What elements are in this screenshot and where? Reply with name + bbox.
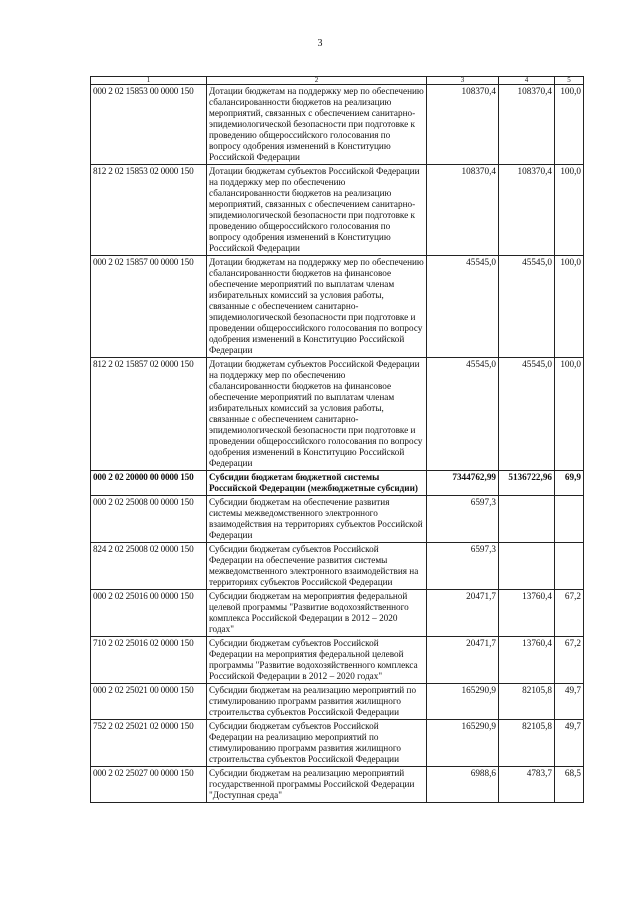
column-number: 3: [427, 77, 499, 85]
column-number: 5: [555, 77, 584, 85]
table-row: [91, 85, 584, 165]
description-cell: Дотации бюджетам субъектов Российской Федерации на поддержку мер по обеспечению сбалансированности бюджетов на финансовое обеспечение мероприятий по выплатам членам избирательных комиссий за условия работы, связанные с обеспечением санитарно-эпидемиологической безопасности при подготовке и проведении общероссийского голосования по вопросу одобрения изменений в Конституцию Российской Федерации: [207, 358, 427, 471]
table-row: [91, 358, 584, 471]
column-number-row: [91, 77, 584, 85]
description-cell: Субсидии бюджетам на реализацию мероприятий по стимулированию программ развития жилищного строительства субъектов Российской Федерации: [207, 684, 427, 720]
description-cell: Субсидии бюджетам на обеспечение развития системы межведомственного электронного взаимодействия на территориях субъектов Российской Федерации: [207, 496, 427, 543]
executed-amount-cell: [499, 496, 555, 543]
executed-amount-cell: 4783,7: [499, 767, 555, 803]
description-cell: Дотации бюджетам на поддержку мер по обеспечению сбалансированности бюджетов на реализацию мероприятий, связанных с обеспечением санитарно-эпидемиологической безопасности при подготовке к проведению общероссийского голосования по вопросу одобрения изменений в Конституцию Российской Федерации: [207, 85, 427, 165]
budget-code-cell: 812 2 02 15857 02 0000 150: [91, 358, 207, 471]
planned-amount-cell: 165290,9: [427, 720, 499, 767]
percent-cell: 100,0: [555, 256, 584, 358]
budget-table: [90, 76, 584, 803]
percent-cell: 69,9: [555, 471, 584, 496]
table-row: [91, 720, 584, 767]
percent-cell: 100,0: [555, 165, 584, 256]
budget-code-cell: 000 2 02 15853 00 0000 150: [91, 85, 207, 165]
executed-amount-cell: 13760,4: [499, 637, 555, 684]
budget-code-cell: 752 2 02 25021 02 0000 150: [91, 720, 207, 767]
budget-code-cell: 000 2 02 20000 00 0000 150: [91, 471, 207, 496]
executed-amount-cell: 5136722,96: [499, 471, 555, 496]
planned-amount-cell: 6597,3: [427, 496, 499, 543]
budget-code-cell: 000 2 02 25027 00 0000 150: [91, 767, 207, 803]
table-row: [91, 471, 584, 496]
description-cell: Субсидии бюджетам субъектов Российской Федерации на мероприятия федеральной целевой программы "Развитие водохозяйственного комплекса Российской Федерации в 2012 – 2020 годах": [207, 637, 427, 684]
percent-cell: 49,7: [555, 684, 584, 720]
budget-code-cell: 000 2 02 25016 00 0000 150: [91, 590, 207, 637]
budget-code-cell: 000 2 02 25008 00 0000 150: [91, 496, 207, 543]
planned-amount-cell: 6988,6: [427, 767, 499, 803]
planned-amount-cell: 6597,3: [427, 543, 499, 590]
percent-cell: 67,2: [555, 590, 584, 637]
percent-cell: 49,7: [555, 720, 584, 767]
percent-cell: 67,2: [555, 637, 584, 684]
executed-amount-cell: [499, 543, 555, 590]
table-row: [91, 590, 584, 637]
percent-cell: [555, 543, 584, 590]
executed-amount-cell: 82105,8: [499, 684, 555, 720]
planned-amount-cell: 20471,7: [427, 590, 499, 637]
table-row: [91, 496, 584, 543]
description-cell: Дотации бюджетам субъектов Российской Федерации на поддержку мер по обеспечению сбалансированности бюджетов на реализацию мероприятий, связанных с обеспечением санитарно-эпидемиологической безопасности при подготовке к проведению общероссийского голосования по вопросу одобрения изменений в Конституцию Российской Федерации: [207, 165, 427, 256]
description-cell: Субсидии бюджетам субъектов Российской Федерации на реализацию мероприятий по стимулированию программ развития жилищного строительства субъектов Российской Федерации: [207, 720, 427, 767]
executed-amount-cell: 13760,4: [499, 590, 555, 637]
executed-amount-cell: 45545,0: [499, 358, 555, 471]
planned-amount-cell: 7344762,99: [427, 471, 499, 496]
executed-amount-cell: 108370,4: [499, 165, 555, 256]
planned-amount-cell: 165290,9: [427, 684, 499, 720]
executed-amount-cell: 82105,8: [499, 720, 555, 767]
executed-amount-cell: 45545,0: [499, 256, 555, 358]
budget-code-cell: 824 2 02 25008 02 0000 150: [91, 543, 207, 590]
column-number: 1: [91, 77, 207, 85]
description-cell: Дотации бюджетам на поддержку мер по обеспечению сбалансированности бюджетов на финансовое обеспечение мероприятий по выплатам членам избирательных комиссий за условия работы, связанные с обеспечением санитарно-эпидемиологической безопасности при подготовке и проведении общероссийского голосования по вопросу одобрения изменений в Конституцию Российской Федерации: [207, 256, 427, 358]
executed-amount-cell: 108370,4: [499, 85, 555, 165]
column-number: 4: [499, 77, 555, 85]
planned-amount-cell: 108370,4: [427, 85, 499, 165]
table-row: [91, 637, 584, 684]
table-row: [91, 767, 584, 803]
percent-cell: [555, 496, 584, 543]
description-cell: Субсидии бюджетам на мероприятия федеральной целевой программы "Развитие водохозяйственного комплекса Российской Федерации в 2012 – 2020 годах": [207, 590, 427, 637]
budget-code-cell: 710 2 02 25016 02 0000 150: [91, 637, 207, 684]
planned-amount-cell: 45545,0: [427, 256, 499, 358]
description-cell: Субсидии бюджетам субъектов Российской Федерации на обеспечение развития системы межведомственного электронного взаимодействия на территориях субъектов Российской Федерации: [207, 543, 427, 590]
table-row: [91, 684, 584, 720]
budget-code-cell: 000 2 02 25021 00 0000 150: [91, 684, 207, 720]
table-row: [91, 543, 584, 590]
percent-cell: 100,0: [555, 358, 584, 471]
planned-amount-cell: 108370,4: [427, 165, 499, 256]
percent-cell: 100,0: [555, 85, 584, 165]
table-row: [91, 256, 584, 358]
planned-amount-cell: 45545,0: [427, 358, 499, 471]
description-cell: Субсидии бюджетам бюджетной системы Российской Федерации (межбюджетные субсидии): [207, 471, 427, 496]
budget-code-cell: 000 2 02 15857 00 0000 150: [91, 256, 207, 358]
description-cell: Субсидии бюджетам на реализацию мероприятий государственной программы Российской Федерации "Доступная среда": [207, 767, 427, 803]
column-number: 2: [207, 77, 427, 85]
table-row: [91, 165, 584, 256]
page-number: 3: [317, 38, 323, 49]
percent-cell: 68,5: [555, 767, 584, 803]
planned-amount-cell: 20471,7: [427, 637, 499, 684]
budget-code-cell: 812 2 02 15853 02 0000 150: [91, 165, 207, 256]
